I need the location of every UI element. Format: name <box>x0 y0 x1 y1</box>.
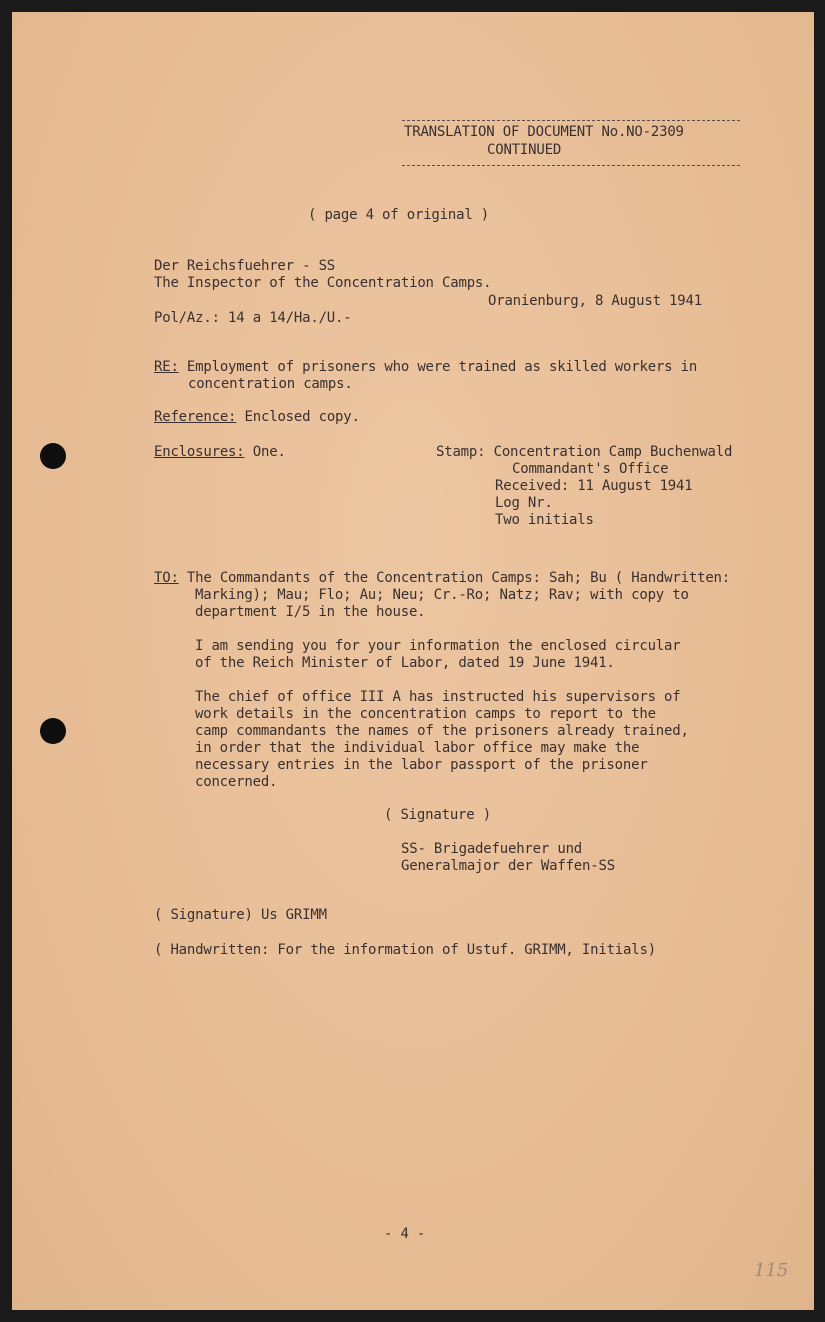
place-date: Oranienburg, 8 August 1941 <box>488 293 702 309</box>
document-title-continued: CONTINUED <box>487 142 562 158</box>
handwritten-note: ( Handwritten: For the information of Ustuf. GRIMM, Initials) <box>154 942 656 958</box>
punch-hole-upper <box>40 443 66 469</box>
paragraph-2-line-1: The chief of office III A has instructed his supervisors of <box>195 689 681 705</box>
reference-number: Pol/Az.: 14 a 14/Ha./U.- <box>154 310 352 326</box>
re-label: RE: <box>154 359 179 375</box>
re-line-2: concentration camps. <box>188 376 353 392</box>
signature-rank-2: Generalmajor der Waffen-SS <box>401 858 615 874</box>
stamp-line-4: Log Nr. <box>495 495 553 511</box>
document-page <box>12 12 814 1310</box>
to-line-1: TO: The Commandants of the Concentration Camps: Sah; Bu ( Handwritten: <box>154 570 731 586</box>
re-line-1: RE: Employment of prisoners who were trained as skilled workers in <box>154 359 698 375</box>
pencil-mark: 115 <box>754 1260 789 1281</box>
to-label: TO: <box>154 570 179 586</box>
signature-rank-1: SS- Brigadefuehrer und <box>401 841 583 857</box>
signature-label: ( Signature ) <box>384 807 491 823</box>
stamp-line-5: Two initials <box>495 512 594 528</box>
to-line-3: department I/5 in the house. <box>195 604 426 620</box>
reference-label: Reference: <box>154 409 237 425</box>
paragraph-2-line-3: camp commandants the names of the prisoners already trained, <box>195 723 689 739</box>
stamp-line-2: Commandant's Office <box>512 461 669 477</box>
document-title: TRANSLATION OF DOCUMENT No.NO-2309 <box>404 124 684 140</box>
to-line-2: Marking); Mau; Flo; Au; Neu; Cr.-Ro; Natz; Rav; with copy to <box>195 587 689 603</box>
stamp-line-1: Stamp: Concentration Camp Buchenwald <box>436 444 733 460</box>
enclosures-label: Enclosures: <box>154 444 245 460</box>
paragraph-1-line-1: I am sending you for your information the enclosed circular <box>195 638 681 654</box>
stamp-line-3: Received: 11 August 1941 <box>495 478 693 494</box>
page-reference: ( page 4 of original ) <box>308 207 490 223</box>
page-number: - 4 - <box>384 1226 426 1242</box>
sender-line-1: Der Reichsfuehrer - SS <box>154 258 336 274</box>
second-signature: ( Signature) Us GRIMM <box>154 907 327 923</box>
paragraph-2-line-4: in order that the individual labor office may make the <box>195 740 640 756</box>
sender-line-2: The Inspector of the Concentration Camps. <box>154 275 492 291</box>
reference-line: Reference: Enclosed copy. <box>154 409 360 425</box>
paragraph-1-line-2: of the Reich Minister of Labor, dated 19 June 1941. <box>195 655 615 671</box>
paragraph-2-line-6: concerned. <box>195 774 278 790</box>
paragraph-2-line-2: work details in the concentration camps to report to the <box>195 706 656 722</box>
enclosures-line: Enclosures: One. <box>154 444 286 460</box>
paragraph-2-line-5: necessary entries in the labor passport of the prisoner <box>195 757 648 773</box>
punch-hole-lower <box>40 718 66 744</box>
